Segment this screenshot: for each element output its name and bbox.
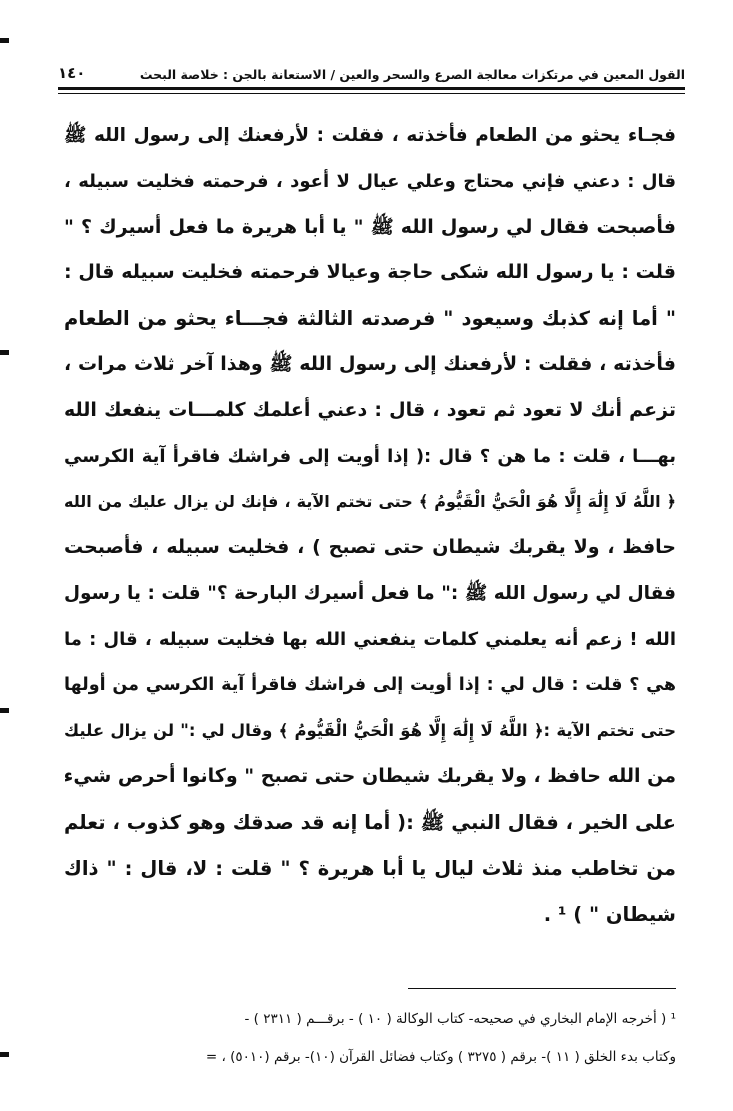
footnote-separator	[408, 988, 676, 989]
text-line: شيطان " ) ¹ .	[543, 902, 676, 926]
scan-mark	[0, 1052, 9, 1057]
text-line: فأصبحت فقال لي رسول الله ﷺ " يا أبا هريرة ما فعل أسيرك ؟ "	[64, 215, 676, 238]
text-line: تزعم أنك لا تعود ثم تعود ، قال : دعني أعلمك كلمـــات ينفعك الله	[64, 398, 676, 421]
scan-mark	[0, 708, 9, 713]
header-title: القول المعين في مرتكزات معالجة الصرع والسحر والعين / الاستعانة بالجن : خلاصة البحث	[139, 67, 685, 82]
text-line: " أما إنه كذبك وسيعود " فرصدته الثالثة فجـــاء يحثو من الطعام	[64, 307, 676, 331]
text-line: الله ! زعم أنه يعلمني كلمات ينفعني الله بها فخليت سبيله ، قال : ما	[64, 628, 676, 650]
footnote-line: ¹ ( أخرجه الإمام البخاري في صحيحه- كتاب الوكالة ( ١٠ ) - برقـــم ( ٢٣١١ ) -	[244, 1011, 676, 1027]
footnote-line: وكتاب بدء الخلق ( ١١ )- برقم ( ٣٢٧٥ ) وكتاب فضائل القرآن (١٠)- برقم (٥٠١٠) ، =	[205, 1049, 676, 1065]
text-line: حتى تختم الآية :﴿ اللَّهُ لَا إِلَٰهَ إِلَّا هُوَ الْحَيُّ الْقَيُّومُ ﴾ وقال لي :" لن يزال عليك	[64, 721, 676, 741]
scan-mark	[0, 350, 9, 355]
text-line: فقال لي رسول الله ﷺ :" ما فعل أسيرك البارحة ؟" قلت : يا رسول	[64, 582, 676, 604]
scan-mark	[0, 38, 9, 43]
text-line: فأخذته ، فقلت : لأرفعنك إلى رسول الله ﷺ وهذا آخر ثلاث مرات ،	[64, 352, 676, 375]
text-line: حافظ ، ولا يقربك شيطان حتى تصبح ) ، فخليت سبيله ، فأصبحت	[64, 536, 676, 559]
footnotes	[64, 1000, 676, 1076]
text-line: فجـاء يحثو من الطعام فأخذته ، فقلت : لأرفعنك إلى رسول الله ﷺ	[64, 125, 676, 146]
header-rule-thin	[58, 93, 685, 94]
text-line: ﴿ اللَّهُ لَا إِلَٰهَ إِلَّا هُوَ الْحَيُّ الْقَيُّومُ ﴾ حتى تختم الآية ، فإنك لن يزال عليك من الله	[64, 492, 676, 512]
text-line: بهـــا ، قلت : ما هن ؟ قال :( إذا أويت إلى فراشك فاقرأ آية الكرسي	[64, 445, 676, 467]
page-number: ١٤٠	[58, 64, 86, 82]
header-rule	[58, 87, 685, 90]
text-line: من تخاطب منذ ثلاث ليال يا أبا هريرة ؟ " قلت : لا، قال : " ذاك	[64, 856, 676, 880]
text-line: قلت : يا رسول الله شكى حاجة وعيالا فرحمته فخليت سبيله قال :	[64, 261, 676, 284]
running-header	[58, 52, 685, 82]
body-text	[64, 113, 676, 937]
text-line: هي ؟ قلت : قال لي : إذا أويت إلى فراشك فاقرأ آية الكرسي من أولها	[64, 674, 676, 695]
text-line: قال : دعني فإني محتاج وعلي عيال لا أعود ، فرحمته فخليت سبيله ،	[64, 170, 676, 192]
text-line: على الخير ، فقال النبي ﷺ :( أما إنه قد صدقك وهو كذوب ، تعلم	[64, 810, 676, 834]
text-line: من الله حافظ ، ولا يقربك شيطان حتى تصبح " وكانوا أحرص شيء	[63, 765, 676, 788]
